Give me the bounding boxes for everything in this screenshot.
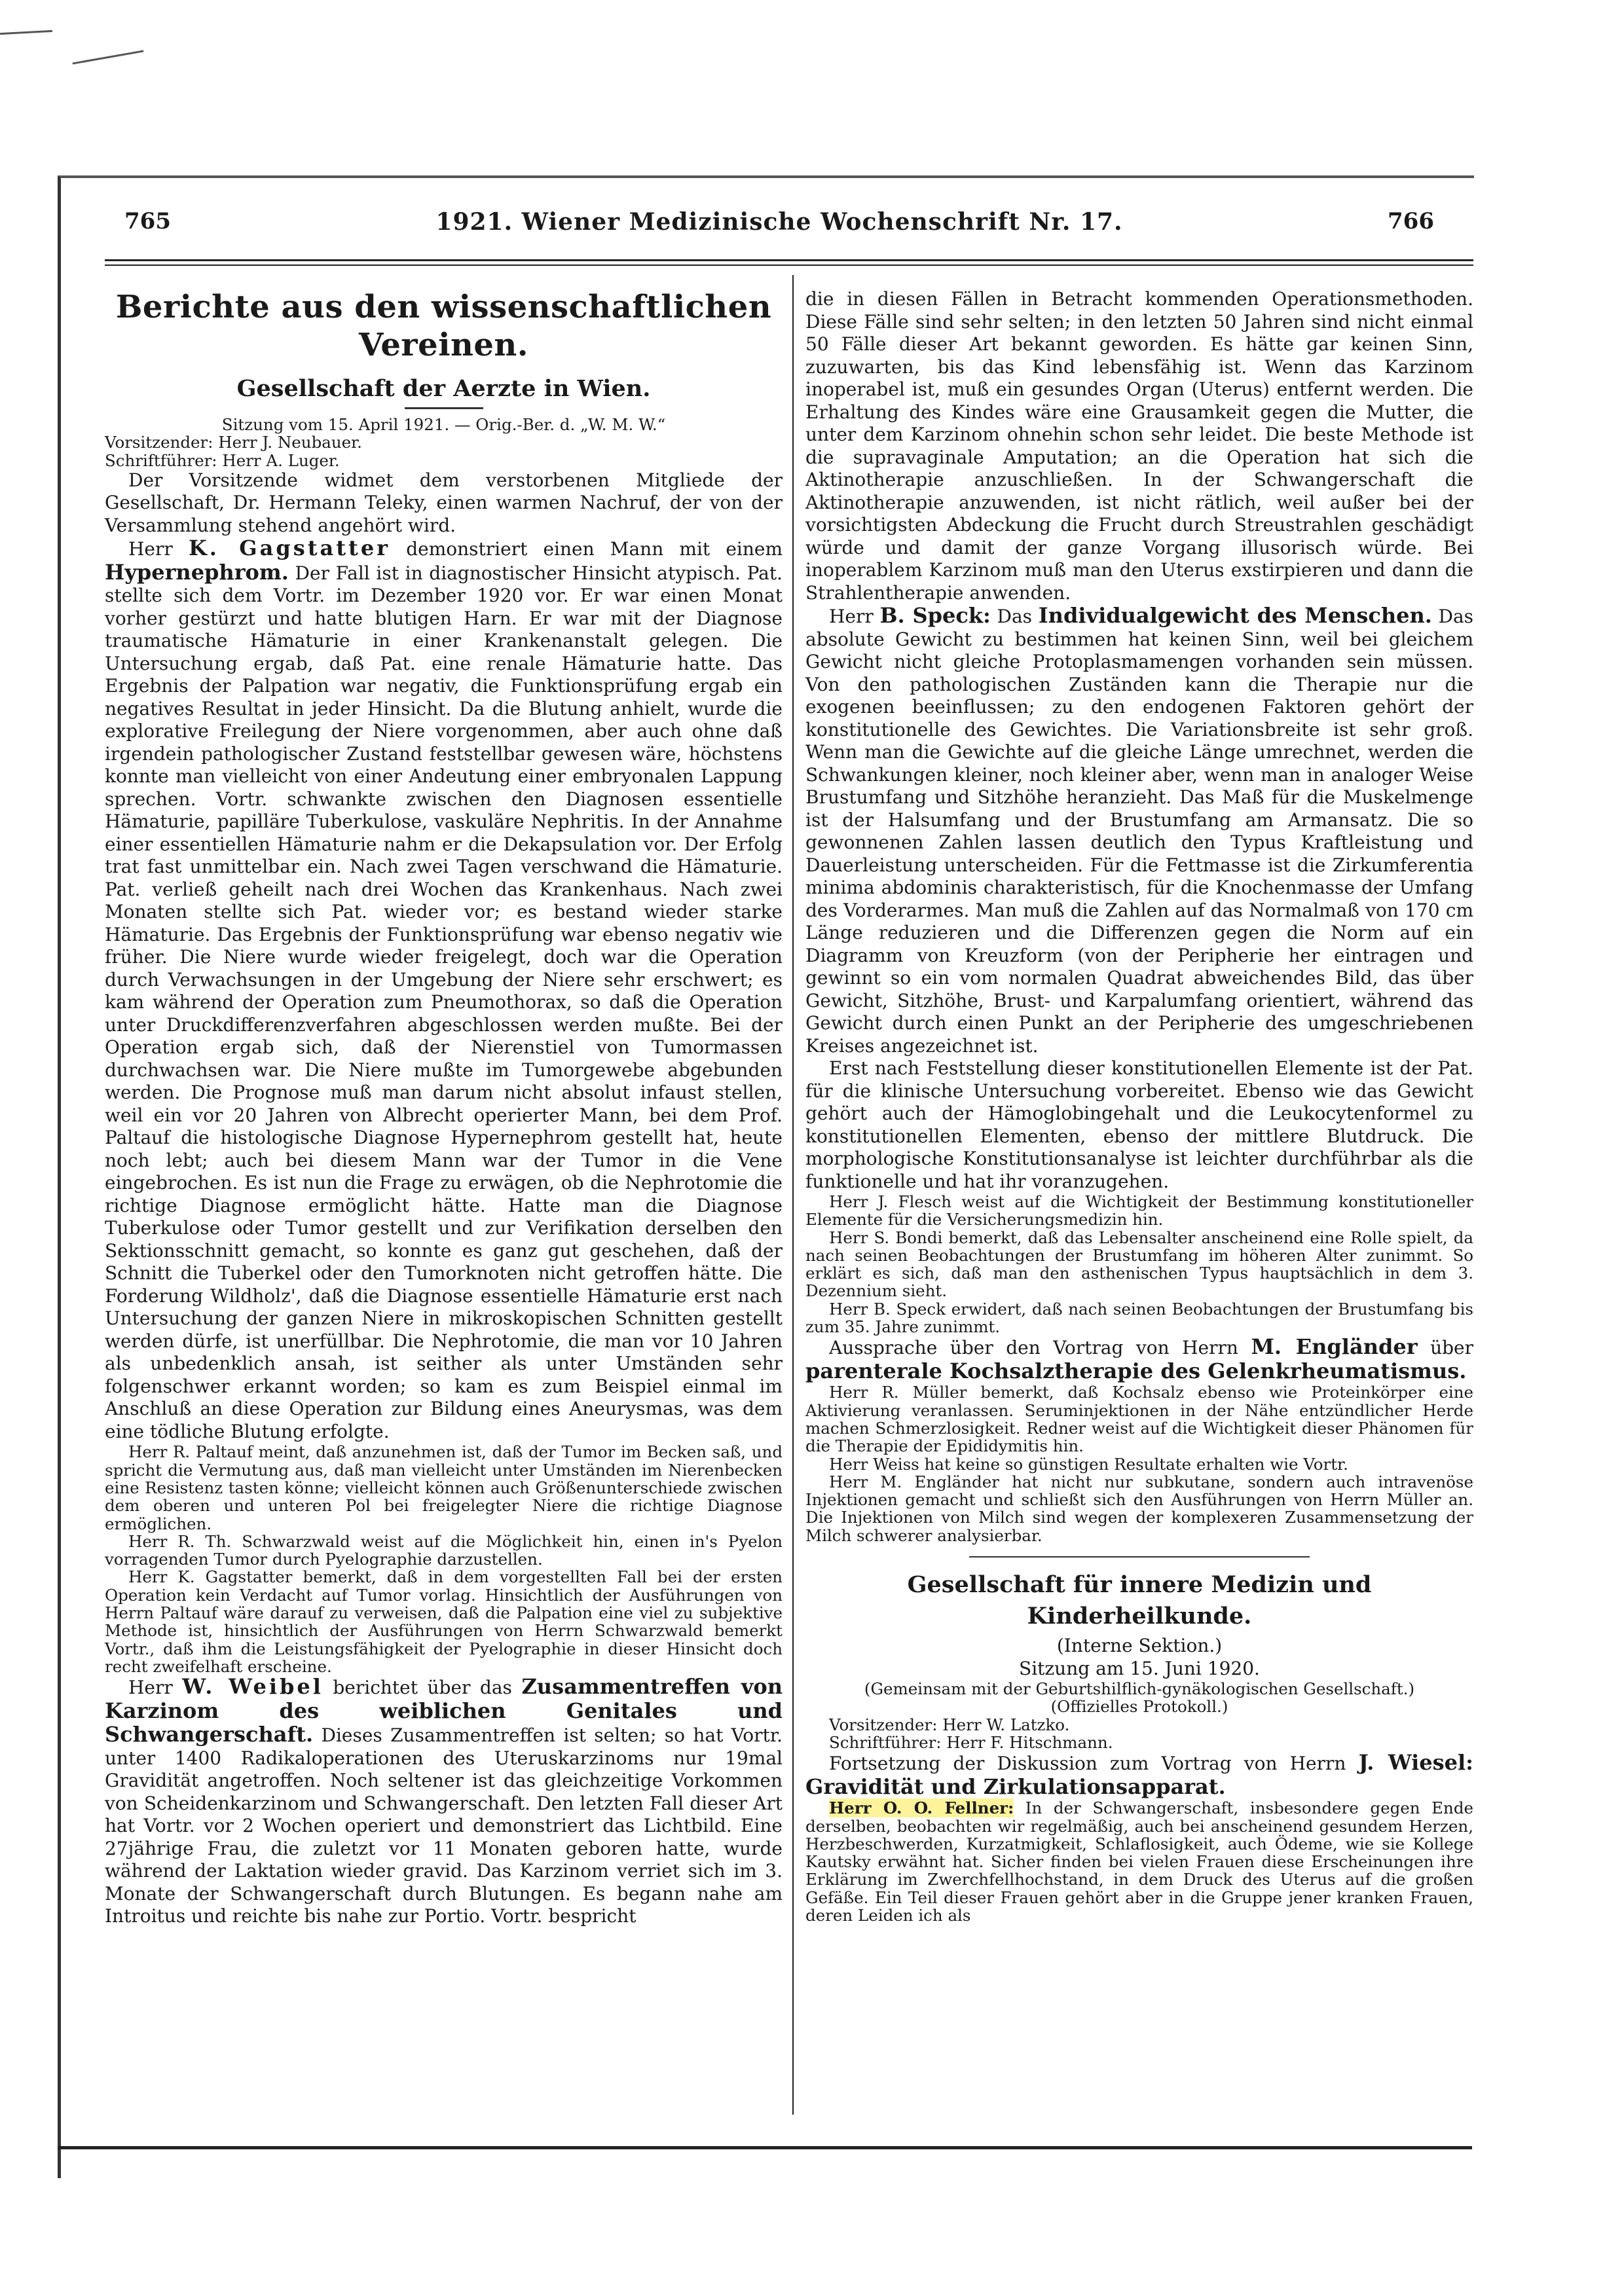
text: Dieses Zusammentreffen ist selten; so hat Vortr. unter 1400 Radikaloperationen des Uteruskarzinoms nur 19mal Gravidität angetroffen. Noch seltener ist das gleichzeitige Vorkommen von Scheidenkarzinom und Schwangerschaft. Den letzten Fall dieser Art hat Vortr. vor 2 Wochen operiert und demonstriert das Lichtbild. Eine 27jährige Frau, die zuletzt vor 11 Monaten geboren hatte, wurde während der Laktation wieder gravid. Das Karzinom verriet sich im 3. Monate der Schwangerschaft durch Blutungen. Es begann nahe am Introitus und reichte bis nahe zur Portio. Vortr. bespricht [105,1724,783,1927]
discussion-paltauf: Herr R. Paltauf meint, daß anzunehmen ist, daß der Tumor im Becken saß, und spricht die Vermutung aus, daß man vielleicht unter Umständen im Nierenbecken eine Resistenz tasten könne; vielleicht können auch Größenunterschiede zwischen dem oberen und unteren Pol bei freigelegter Niere die richtige Diagnose ermöglichen. [105,1442,783,1533]
joint-line: (Gemeinsam mit der Geburtshilflich-gynäkologischen Gesellschaft.) [864,1679,1415,1699]
journal-title: 1921. Wiener Medizinische Wochenschrift Nr. 17. [435,208,1123,236]
discussion-mueller: Herr R. Müller bemerkt, daß Kochsalz ebenso wie Proteinkörper eine Aktivierung veranlassen. Seruminjektionen in der Nähe entzündlicher Herde machen Schmerzlosigkeit. Redner weist auf die Wichtigkeit dieser Phänomen für die Therapie der Epididymitis hin. [805,1383,1473,1456]
text: Herr [128,538,173,560]
column-divider [792,275,794,2115]
scan-artifact-line [0,30,52,35]
talk-topic: Gravidität und Zirkulationsapparat. [805,1774,1226,1799]
secretary-line: Schriftführer: Herr A. Luger. [105,450,340,470]
section-rule [969,1556,1310,1558]
text: Das [997,606,1033,627]
speaker-name: K. Gagstatter [188,536,391,561]
text: demonstriert einen Mann mit einem [406,538,783,560]
constitution-paragraph: Erst nach Feststellung dieser konstitutionellen Elemente ist der Pat. für die klinische Untersuchung vorbereitet. Ebenso wie das Gewicht gehört auch der Hämoglobingehalt und die Leukocytenformel zu konstitutionellen Elementen, ebenso der mittlere Blutdruck. Die morphologische Konstitutionsanalyse ist leichter durchführbar als die funktionelle und hat ihr voranzugehen. [805,1057,1473,1192]
talk-topic: parenterale Kochsalztherapie des Gelenkrheumatismus. [805,1358,1467,1383]
text: berichtet über das [333,1677,512,1699]
discussion-weiss: Herr Weiss hat keine so günstigen Resultate erhalten wie Vortr. [829,1454,1348,1474]
discussion-gagstatter: Herr K. Gagstatter bemerkt, daß in dem vorgestellten Fall bei der ersten Operation kein Verdacht auf Tumor vorlag. Hinsichtlich der Ausführungen von Herrn Paltauf wäre darauf zu verweisen, daß die Palpation eine viel zu subjektive Methode ist, hinsichtlich der Ausführungen von Herrn Schwarzwald bemerkt Vortr., daß ihm die Leistungsfähigkeit der Pyelographie in dieser Hinsicht doch recht zweifelhaft erscheine. [105,1567,783,1676]
text: Der Fall ist in diagnostischer Hinsicht atypisch. Pat. stellte sich dem Vortr. im Dezember 1920 vor. Er war einen Monat vorher gestürzt und hatte blutigen Harn. Er war mit der Diagnose traumatische Hämaturie in einer Krankenanstalt gelegen. Die Untersuchung ergab, daß Pat. eine renale Hämaturie hatte. Das Ergebnis der Palpation war negativ, die Funktionsprüfung ergab ein negatives Resultat in jeder Hinsicht. Da die Blutung anhielt, wurde die explorative Freilegung der Niere vorgenommen, aber auch ohne daß irgendein pathologischer Zustand feststellbar gewesen wäre, höchstens konnte man vielleicht von einer Andeutung einer embryonalen Lappung sprechen. Vortr. schwankte zwischen den Diagnosen essentielle Hämaturie, papilläre Tuberkulose, vaskuläre Nephritis. In der Annahme einer essentiellen Hämaturie nahm er die Dekapsulation vor. Der Erfolg trat fast unmittelbar ein. Nach zwei Tagen verschwand die Hämaturie. Pat. verließ geheilt nach drei Wochen das Krankenhaus. Nach zwei Monaten stellte sich Pat. wieder vor; es bestand wieder starke Hämaturie. Das Ergebnis der Funktionsprüfung war ebenso negativ wie früher. Die Niere wurde wieder freigelegt, doch war die Operation durch Verwachsungen in der Umgebung der Niere sehr erschwert; es kam während der Operation zum Pneumothorax, so daß die Operation unter Druckdifferenzverfahren abgeschlossen werden mußte. Bei der Operation ergab sich, daß der Nierenstiel von Tumormassen durchwachsen war. Die Niere mußte im Tumorgewebe abgebunden werden. Die Prognose muß man darum nicht absolut infaust stellen, weil ein vor 20 Jahren von Albrecht operierter Mann, bei dem Prof. Paltauf die histologische Diagnose Hypernephrom gestellt hat, heute noch lebt; auch bei diesem Mann war der Tumor in die Vene eingebrochen. Es ist nun die Frage zu erwägen, ob die Nephrotomie die richtige Diagnose ermöglicht hätte. Hatte man die Diagnose Tuberkulose oder Tumor gestellt und zur Verifikation derselben den Sektionsschnitt gemacht, so konnte es ganz gut geschehen, daß der Schnitt die Tuberkel oder den Tumorknoten nicht getroffen hätte. Die Forderung Wildholz', daß die Diagnose essentielle Hämaturie erst nach Untersuchung der ganzen Niere in mikroskopischen Schnitten gestellt werden dürfe, ist unerfüllbar. Die Nephrotomie, die man vor 10 Jahren als unbedenklich ansah, ist seither als unter Umständen sehr folgenschwer erkannt worden; so kam es zum Beispiel einmal im Anschluß an diese Operation zur Bildung eines Aneurysmas, was dem eine tödliche Blutung erfolgte. [105,562,783,1442]
talk-topic: Zusammentreffen von Karzinom des weiblichen Genitales und Schwangerschaft. [105,1674,783,1747]
continued-paragraph: die in diesen Fällen in Betracht kommenden Operationsmethoden. Diese Fälle sind sehr selten; in den letzten 50 Jahren sind nicht einmal 50 Fälle dieser Art bekannt geworden. Es hätte gar keinen Sinn, zuzuwarten, bis das Kind lebensfähig ist. Wenn das Karzinom inoperabel ist, muß ein gesundes Organ (Uterus) entfernt werden. Die Erhaltung des Kindes wäre eine Grausamkeit gegen die Mutter, die unter dem Karzinom ohnehin schon sehr leidet. Die beste Methode ist die supravaginale Amputation; an die Operation hat sich die Aktinotherapie anzuschließen. In der Schwangerschaft die Aktinotherapie anzuwenden, ist nicht rätlich, weil außer bei der vorsichtigsten Abdeckung die Frucht durch Streustrahlen geschädigt würde und damit der ganze Vorgang illusorisch würde. Bei inoperablem Karzinom muß man den Uterus exstirpieren und dann die Strahlentherapie anwenden. [805,288,1473,604]
speck-paragraph [805,604,1473,1057]
page-header [124,208,1434,245]
text: Fortsetzung der Diskussion zum Vortrag von Herrn [829,1753,1346,1775]
society-title-2: Gesellschaft für innere Medizin und Kinderheilkunde. [907,1571,1372,1630]
title-rule [405,407,483,409]
speaker-name: B. Speck: [879,603,991,628]
header-rule-double [105,264,1473,266]
fellner-paragraph [805,1799,1473,1924]
text: Herr [128,1677,173,1699]
right-column [805,288,1473,1924]
secretary-line-2: Schriftführer: Herr F. Hitschmann. [829,1732,1113,1752]
englaender-paragraph [805,1336,1473,1383]
section-heading: Berichte aus den wissenschaftlichen Vereinen. [115,289,772,363]
speaker-name: W. Weibel [182,1674,323,1700]
text: In der Schwangerschaft, insbesondere gegen Ende derselben, beobachten wir regelmäßig, auch bei anscheinend gesundem Herzen, Herzbeschwerden, Kurzatmigkeit, Schlaflosigkeit, auch Ödeme, wie sie Kollege Kautsky erwähnt hat. Sicher finden bei vielen Frauen diese Erscheinungen ihre Erklärung im Zwerchfellhochstand, in dem Druck des Uterus auf die großen Gefäße. Ein Teil dieser Frauen gehört aber in die Gruppe jener kranken Frauen, deren Leiden ich als [805,1798,1474,1925]
discussion-flesch: Herr J. Flesch weist auf die Wichtigkeit der Bestimmung konstitutioneller Elemente für die Versicherungsmedizin hin. [805,1192,1473,1230]
weibel-paragraph [105,1675,783,1928]
section-line: (Interne Sektion.) [1056,1635,1223,1657]
text: Das absolute Gewicht zu bestimmen hat keinen Sinn, weil bei gleichem Gewicht nicht gleiche Protoplasmamengen vorhanden sein müssen. Von den pathologischen Zuständen kann die Therapie nur die exogenen beeinflussen; zu den endogenen Faktoren gehört der konstitutionelle des Gewichtes. Die Variationsbreite ist sehr groß. Wenn man die Gewichte auf die gleiche Länge umrechnet, werden die Schwankungen kleiner, noch kleiner aber, wenn man in analoger Weise Brustumfang und Sitzhöhe heranzieht. Das Maß für die Muskelmenge ist der Halsumfang und der Brustumfang am Armansatz. Die so gewonnenen Zahlen lassen deutlich den Typus Kraftleistung und Dauerleistung unterscheiden. Für die Fettmasse ist die Zirkumferentia minima abdominis charakteristisch, für die Knochenmasse der Umfang des Vorderarmes. Man muß die Zahlen auf das Normalmaß von 170 cm Länge reduzieren und die Differenzen gegen die Norm auf ein Diagramm von Kreuzform (von der Peripherie her eintragen und gewinnt so ein vom normalen Quadrat abweichendes Bild, das über Gewicht, Sitzhöhe, Brust- und Karpalumfang orientiert, während das Gewicht durch einen Punkt an der Peripherie des umgeschriebenen Kreises angezeichnet ist. [805,606,1474,1057]
discussion-schwarzwald: Herr R. Th. Schwarzwald weist auf die Möglichkeit hin, einen in's Pyelon vorragenden Tumor durch Pyelographie darzustellen. [105,1531,783,1569]
scan-artifact-line [73,50,144,64]
session-line-2: Sitzung am 15. Juni 1920. [1019,1657,1260,1679]
header-rule [105,259,1473,261]
talk-topic: Hypernephrom. [105,559,289,585]
page-number-left: 765 [124,208,171,234]
protocol-line: (Offizielles Protokoll.) [1050,1697,1228,1717]
wiesel-paragraph [805,1751,1473,1799]
session-line: Sitzung vom 15. April 1921. — Orig.-Ber. d. „W. M. W.“ [221,415,666,434]
text: Herr [829,606,874,627]
bottom-rule [58,2146,1472,2149]
obituary-paragraph: Der Vorsitzende widmet dem verstorbenen Mitgliede der Gesellschaft, Dr. Hermann Teleky, einen warmen Nachruf, der von der Versammlung stehend angehört wird. [105,469,783,536]
society-title: Gesellschaft der Aerzte in Wien. [236,375,651,402]
chair-line-2: Vorsitzender: Herr W. Latzko. [829,1715,1070,1734]
discussion-speck: Herr B. Speck erwidert, daß nach seinen Beobachtungen der Brustumfang bis zum 35. Jahre zunimmt. [805,1299,1473,1337]
speaker-name: M. Engländer [1251,1334,1418,1360]
left-column [105,288,783,1928]
text: Aussprache über den Vortrag von Herrn [829,1337,1238,1359]
chair-line: Vorsitzender: Herr J. Neubauer. [105,433,362,452]
gagstatter-paragraph [105,537,783,1443]
speaker-name: J. Wiesel: [1358,1750,1473,1776]
talk-topic: Individualgewicht des Menschen. [1038,603,1432,628]
highlighted-speaker: Herr O. O. Fellner: [829,1798,1014,1818]
discussion-englaender: Herr M. Engländer hat nicht nur subkutane, sondern auch intravenöse Injektionen gemacht und schließt sich den Ausführungen von Herrn Müller an. Die Injektionen von Milch sind wegen der komplexeren Zusammensetzung der Milch schwerer analysierbar. [805,1472,1473,1545]
discussion-bondi: Herr S. Bondi bemerkt, daß das Lebensalter anscheinend eine Rolle spielt, da nach seinen Beobachtungen der Brustumfang im höheren Alter zunimmt. So erklärt es sich, daß man den asthenischen Typus hauptsächlich in dem 3. Dezennium sieht. [805,1228,1473,1301]
text: über [1430,1337,1473,1359]
page-number-right: 766 [1388,208,1434,234]
